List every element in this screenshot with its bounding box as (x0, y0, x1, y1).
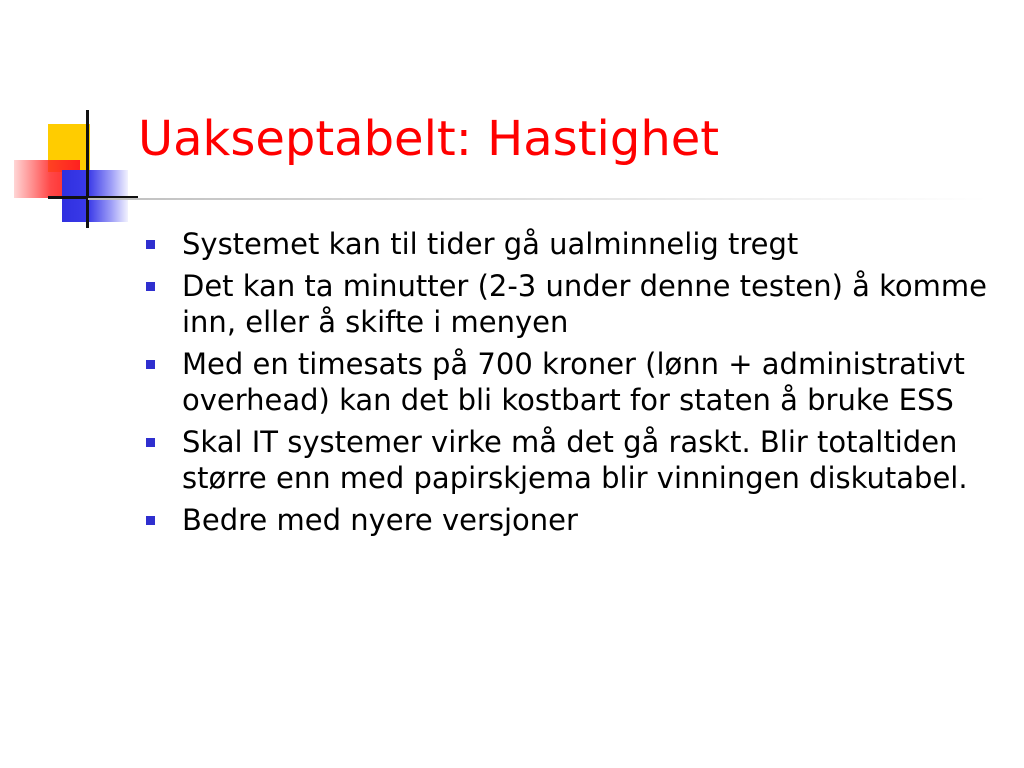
bullet-text: Bedre med nyere versjoner (182, 503, 578, 537)
bullet-text: Det kan ta minutter (2-3 under denne testen) å komme inn, eller å skifte i menyen (182, 269, 987, 339)
title-divider (88, 198, 988, 200)
bullet-list (144, 226, 1004, 544)
bullet-text: Systemet kan til tider gå ualminnelig tregt (182, 227, 799, 261)
bullet-item (144, 346, 1004, 418)
bullet-text: Skal IT systemer virke må det gå raskt. Blir totaltiden større enn med papirskjema blir vinningen diskutabel. (182, 425, 968, 495)
bullet-item (144, 268, 1004, 340)
bullet-item (144, 424, 1004, 496)
square-bullet-icon (146, 240, 155, 249)
square-bullet-icon (146, 516, 155, 525)
bullet-item (144, 502, 1004, 538)
square-bullet-icon (146, 282, 155, 291)
vertical-line-decoration (86, 110, 89, 228)
bullet-item (144, 226, 1004, 262)
square-bullet-icon (146, 360, 155, 369)
slide-title: Uakseptabelt: Hastighet (138, 111, 720, 167)
decorative-logo-graphic (0, 0, 140, 240)
square-bullet-icon (146, 438, 155, 447)
bullet-text: Med en timesats på 700 kroner (lønn + administrativt overhead) kan det bli kostbart for staten å bruke ESS (182, 347, 965, 417)
